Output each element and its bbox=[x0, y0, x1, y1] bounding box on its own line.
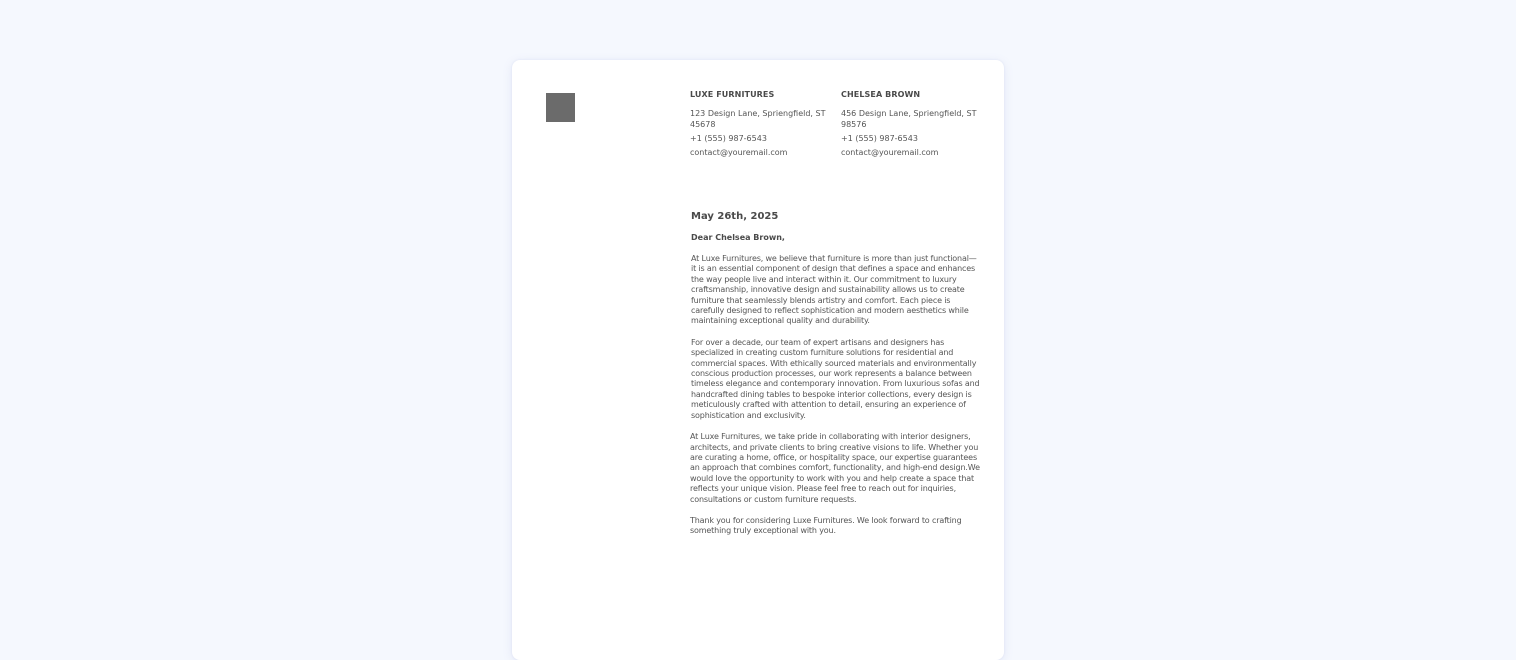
sender-email: contact@youremail.com bbox=[690, 147, 788, 157]
letter-date: May 26th, 2025 bbox=[691, 211, 779, 222]
company-logo bbox=[546, 93, 575, 122]
recipient-contact-block bbox=[841, 90, 991, 162]
letter-page bbox=[512, 60, 1004, 660]
paragraph-collaboration: At Luxe Furnitures, we take pride in collaborating with interior designers, architects, and private clients to bring creative visions to life. Whether you are curating a home, office, or hospitality space, our expertise guarantees an approach that combines comfort, functionality, and high-end design.We would love the opportunity to work with you and help create a space that reflects your unique vision. Please feel free to reach out for inquiries, consultations or custom furniture requests. bbox=[690, 432, 980, 504]
recipient-email: contact@youremail.com bbox=[841, 147, 939, 157]
letter-body bbox=[691, 211, 981, 548]
sender-phone: +1 (555) 987-6543 bbox=[690, 133, 767, 143]
paragraph-closing: Thank you for considering Luxe Furnitures. We look forward to crafting something truly exceptional with you. bbox=[690, 515, 962, 536]
recipient-address: 456 Design Lane, Spriengfield, ST 98576 bbox=[841, 109, 977, 129]
recipient-phone: +1 (555) 987-6543 bbox=[841, 133, 918, 143]
sender-address: 123 Design Lane, Spriengfield, ST 45678 bbox=[690, 109, 826, 129]
paragraph-intro: At Luxe Furnitures, we believe that furniture is more than just functional—it is an essential component of design that defines a space and enhances the way people live and interact within it. Our commitment to luxury craftsmanship, innovative design and sustainability allows us to create furniture that seamlessly blends artistry and comfort. Each piece is carefully designed to reflect sophistication and modern aesthetics while maintaining exceptional quality and durability. bbox=[691, 254, 977, 326]
letter-salutation: Dear Chelsea Brown, bbox=[691, 233, 785, 242]
sender-contact-block bbox=[690, 90, 840, 162]
sender-name: LUXE FURNITURES bbox=[690, 90, 775, 99]
recipient-name: CHELSEA BROWN bbox=[841, 90, 921, 99]
paragraph-experience: For over a decade, our team of expert artisans and designers has specialized in creating custom furniture solutions for residential and commercial spaces. With ethically sourced materials and environmentally conscious production processes, our work represents a balance between timeless elegance and contemporary innovation. From luxurious sofas and handcrafted dining tables to bespoke interior collections, every design is meticulously crafted with attention to detail, ensuring an experience of sophistication and exclusivity. bbox=[691, 337, 980, 420]
